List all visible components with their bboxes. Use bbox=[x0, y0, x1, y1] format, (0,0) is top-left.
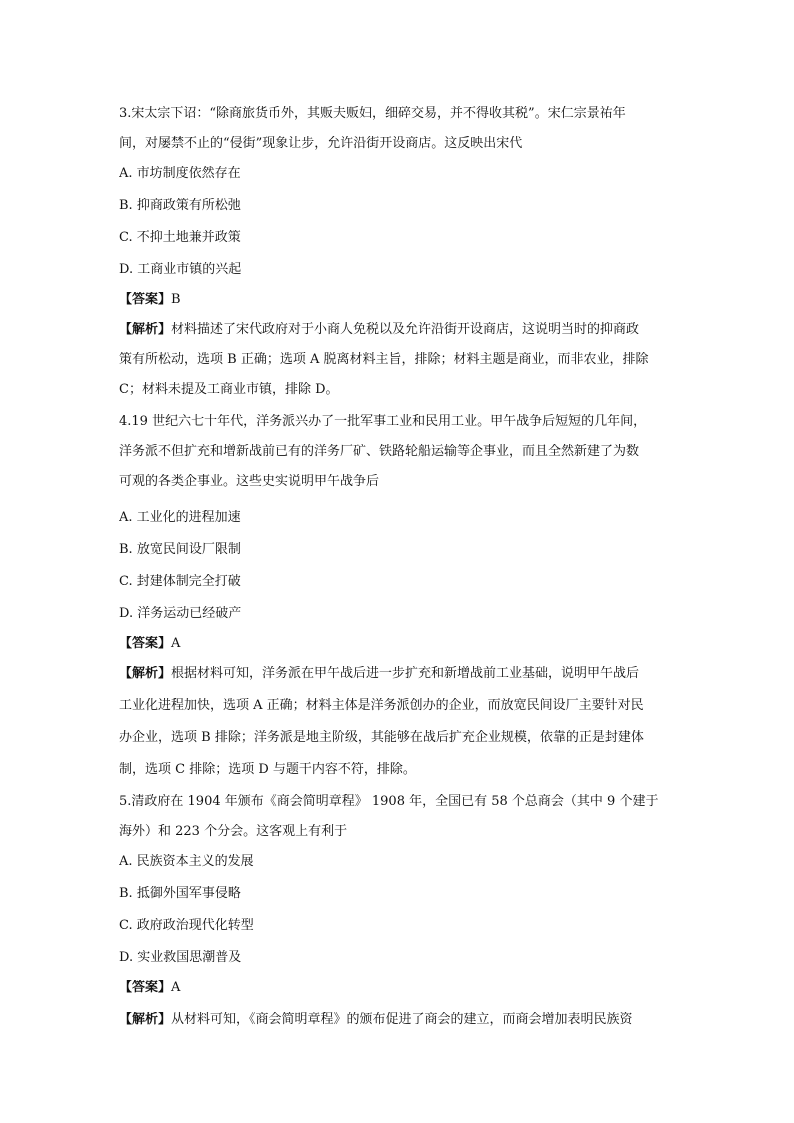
q5-analysis-tag: 【解析】 bbox=[119, 1012, 172, 1027]
q4-answer-tag: 【答案】 bbox=[119, 636, 172, 651]
q5-option-b: B. 抵御外国军事侵略 bbox=[119, 886, 241, 901]
q5-stem-line-1: 5.清政府在 1904 年颁布《商会简明章程》 1908 年，全国已有 58 个总商会（其中 9 个建于 bbox=[119, 794, 659, 809]
q4-option-c: C. 封建体制完全打破 bbox=[119, 574, 241, 589]
q4-answer bbox=[119, 636, 679, 652]
q5-option-c: C. 政府政治现代化转型 bbox=[119, 918, 254, 933]
q4-option-b: B. 放宽民间设厂限制 bbox=[119, 542, 241, 557]
q4-option-a: A. 工业化的进程加速 bbox=[119, 510, 241, 525]
q4-analysis-line-2: 工业化进程加快，选项 A 正确；材料主体是洋务派创办的企业，而放宽民间设厂主要针对民 bbox=[119, 698, 644, 713]
q3-answer-tag: 【答案】 bbox=[119, 292, 172, 307]
q3-analysis-line-3: C；材料未提及工商业市镇，排除 D。 bbox=[119, 382, 339, 397]
q3-option-b: B. 抑商政策有所松弛 bbox=[119, 198, 241, 213]
q3-analysis-line-1 bbox=[119, 322, 679, 338]
q3-option-a: A. 市坊制度依然存在 bbox=[119, 166, 241, 181]
q4-analysis-line-3: 办企业，选项 B 排除；洋务派是地主阶级，其能够在战后扩充企业规模，依靠的正是封建体 bbox=[119, 730, 644, 745]
q3-analysis-tag: 【解析】 bbox=[119, 322, 172, 337]
q5-stem-line-2: 海外）和 223 个分会。这客观上有利于 bbox=[119, 824, 348, 839]
q5-answer-tag: 【答案】 bbox=[119, 980, 172, 995]
q5-answer bbox=[119, 980, 679, 996]
q3-answer bbox=[119, 292, 679, 308]
q3-answer-value: B bbox=[171, 292, 181, 307]
q4-analysis-line-1 bbox=[119, 666, 679, 682]
q5-option-a: A. 民族资本主义的发展 bbox=[119, 854, 254, 869]
q3-stem-line-1: 3.宋太宗下诏：“除商旅货币外，其贩夫贩妇，细碎交易，并不得收其税”。宋仁宗景祐年 bbox=[119, 106, 626, 121]
q5-answer-value: A bbox=[171, 980, 181, 995]
q3-option-d: D. 工商业市镇的兴起 bbox=[119, 262, 242, 277]
q4-analysis-text-1: 根据材料可知，洋务派在甲午战后进一步扩充和新增战前工业基础，说明甲午战后 bbox=[171, 666, 640, 681]
q4-stem-line-1: 4.19 世纪六七十年代，洋务派兴办了一批军事工业和民用工业。甲午战争后短短的几年间， bbox=[119, 414, 647, 429]
q4-analysis-tag: 【解析】 bbox=[119, 666, 172, 681]
q4-analysis-line-4: 制，选项 C 排除；选项 D 与题干内容不符，排除。 bbox=[119, 762, 416, 777]
q4-stem-line-3: 可观的各类企事业。这些史实说明甲午战争后 bbox=[119, 474, 380, 489]
q3-analysis-line-2: 策有所松动，选项 B 正确；选项 A 脱离材料主旨，排除；材料主题是商业，而非农业，排除 bbox=[119, 352, 649, 367]
q4-answer-value: A bbox=[171, 636, 181, 651]
q5-analysis-text-1: 从材料可知，《商会简明章程》的颁布促进了商会的建立，而商会增加表明民族资 bbox=[171, 1012, 633, 1027]
q5-analysis-line-1 bbox=[119, 1012, 679, 1028]
q3-analysis-text-1: 材料描述了宋代政府对于小商人免税以及允许沿街开设商店，这说明当时的抑商政 bbox=[171, 322, 640, 337]
q4-option-d: D. 洋务运动已经破产 bbox=[119, 606, 242, 621]
q3-stem-line-2: 间，对屡禁不止的“侵街”现象让步，允许沿街开设商店。这反映出宋代 bbox=[119, 136, 523, 151]
q4-stem-line-2: 洋务派不但扩充和增新战前已有的洋务厂矿、铁路轮船运输等企事业，而且全然新建了为数 bbox=[119, 444, 640, 459]
q3-option-c: C. 不抑土地兼并政策 bbox=[119, 230, 241, 245]
q5-option-d: D. 实业救国思潮普及 bbox=[119, 950, 242, 965]
